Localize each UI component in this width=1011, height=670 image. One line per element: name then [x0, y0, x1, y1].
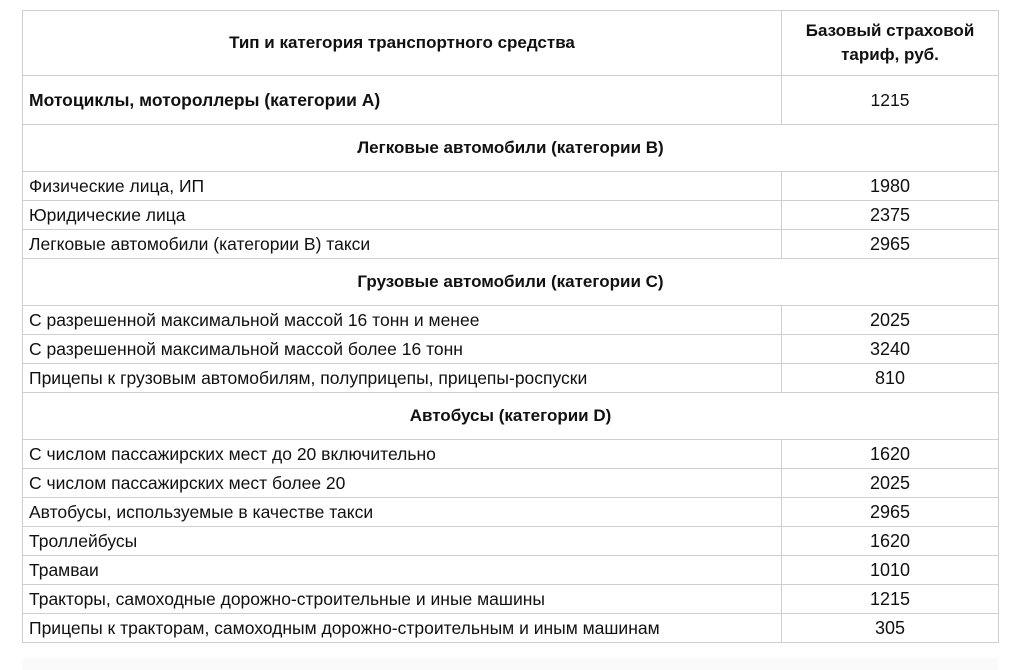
- table-row: [23, 201, 999, 230]
- row-label: Автобусы, используемые в качестве такси: [23, 498, 782, 527]
- header-base-tariff: [782, 11, 999, 76]
- row-label: Троллейбусы: [23, 527, 782, 556]
- table-row-motorcycles: [23, 76, 999, 125]
- section-title: Легковые автомобили (категории В): [23, 125, 999, 172]
- bottom-divider: [22, 658, 998, 670]
- row-value: 2025: [782, 469, 999, 498]
- table-row: [23, 527, 999, 556]
- section-header-buses: [23, 393, 999, 440]
- row-value: 2965: [782, 498, 999, 527]
- table-row: [23, 556, 999, 585]
- table-row: [23, 335, 999, 364]
- table-row: [23, 498, 999, 527]
- row-value: 1980: [782, 172, 999, 201]
- row-label: С разрешенной максимальной массой 16 тонн и менее: [23, 306, 782, 335]
- row-label: С числом пассажирских мест до 20 включительно: [23, 440, 782, 469]
- row-value: 1620: [782, 440, 999, 469]
- section-header-cars: [23, 125, 999, 172]
- row-value: 810: [782, 364, 999, 393]
- row-label: С разрешенной максимальной массой более 16 тонн: [23, 335, 782, 364]
- section-title: Автобусы (категории D): [23, 393, 999, 440]
- table-row: [23, 364, 999, 393]
- row-label: Прицепы к тракторам, самоходным дорожно-строительным и иным машинам: [23, 614, 782, 643]
- row-value: 2025: [782, 306, 999, 335]
- row-label: Прицепы к грузовым автомобилям, полуприцепы, прицепы-роспуски: [23, 364, 782, 393]
- table-row: [23, 585, 999, 614]
- header-base-tariff-line1: Базовый страховой: [805, 21, 975, 40]
- table-row: [23, 172, 999, 201]
- tariff-table: [22, 10, 999, 643]
- section-title: Грузовые автомобили (категории С): [23, 259, 999, 306]
- row-value: 1215: [782, 585, 999, 614]
- row-label: С числом пассажирских мест более 20: [23, 469, 782, 498]
- row-label: Трамваи: [23, 556, 782, 585]
- row-label: Юридические лица: [23, 201, 782, 230]
- row-label: Тракторы, самоходные дорожно-строительные и иные машины: [23, 585, 782, 614]
- row-value: 1620: [782, 527, 999, 556]
- table-row: [23, 230, 999, 259]
- row-value: 305: [782, 614, 999, 643]
- row-value: 2965: [782, 230, 999, 259]
- header-base-tariff-line2: тариф, руб.: [841, 45, 939, 64]
- row-value: 2375: [782, 201, 999, 230]
- row-label: Легковые автомобили (категории В) такси: [23, 230, 782, 259]
- table-header-row: [23, 11, 999, 76]
- row-value: 1215: [782, 76, 999, 125]
- table-row: [23, 440, 999, 469]
- section-header-trucks: [23, 259, 999, 306]
- table-row: [23, 306, 999, 335]
- table-row: [23, 614, 999, 643]
- header-vehicle-type: Тип и категория транспортного средства: [23, 11, 782, 76]
- row-label: Физические лица, ИП: [23, 172, 782, 201]
- table-row: [23, 469, 999, 498]
- row-label: Мотоциклы, мотороллеры (категории А): [23, 76, 782, 125]
- tariff-table-container: [22, 10, 998, 643]
- row-value: 1010: [782, 556, 999, 585]
- row-value: 3240: [782, 335, 999, 364]
